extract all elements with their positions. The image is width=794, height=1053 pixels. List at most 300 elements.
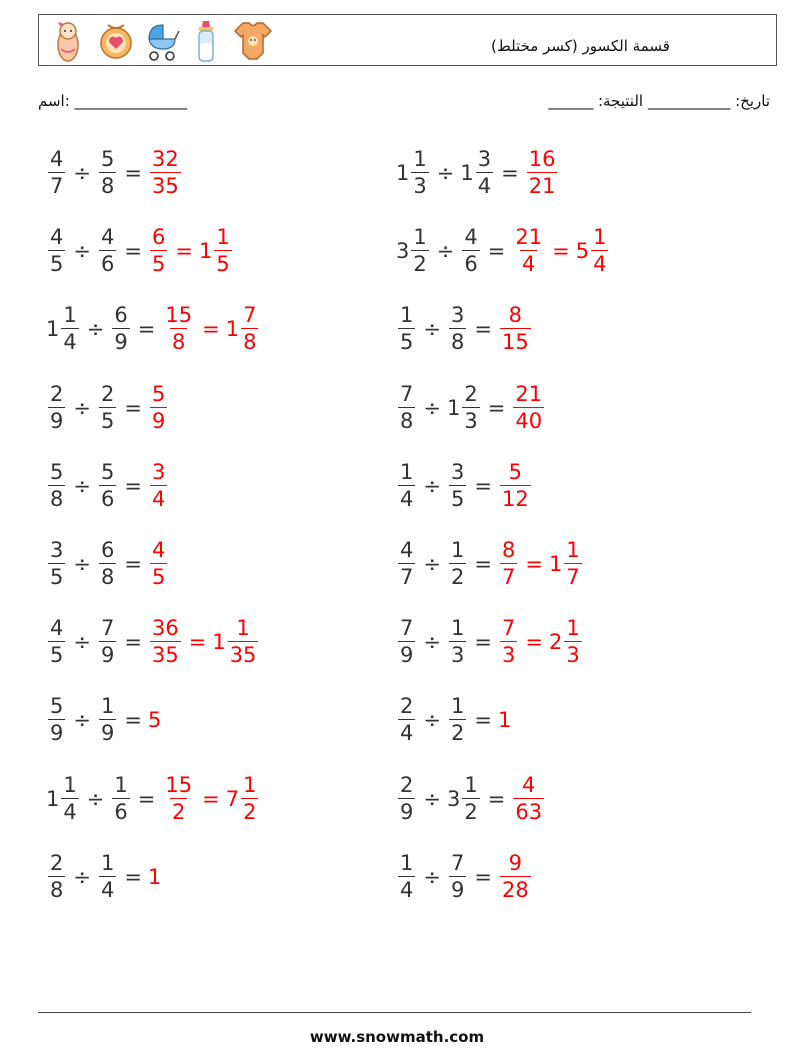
dividend (46, 462, 67, 510)
divisor (447, 775, 482, 823)
divisor-fraction-numerator: 1 (464, 773, 478, 797)
divisor (97, 696, 118, 744)
dividend-fraction-denominator: 7 (400, 565, 414, 589)
dividend-fraction-denominator: 2 (413, 252, 427, 276)
divisor-fraction-denominator: 2 (464, 800, 478, 824)
divisor-fraction-denominator: 6 (100, 252, 115, 276)
divide-sign: ÷ (423, 317, 441, 341)
dividend (396, 384, 417, 432)
dividend (46, 227, 67, 275)
answer-fraction-denominator: 5 (151, 565, 166, 589)
dividend (46, 384, 67, 432)
dividend-fraction (398, 305, 415, 353)
dividend-fraction-numerator: 1 (63, 773, 77, 797)
divide-sign: ÷ (86, 317, 105, 341)
divide-sign: ÷ (73, 396, 91, 420)
divide-sign: ÷ (86, 787, 105, 811)
answer-fraction (150, 540, 167, 588)
dividend-fraction-numerator: 4 (50, 225, 64, 249)
answer-mixed-number (212, 618, 260, 666)
answer-fraction-denominator: 9 (151, 409, 166, 433)
divisor-fraction (99, 696, 116, 744)
problem-item (396, 612, 584, 672)
divisor-fraction-numerator: 2 (464, 382, 478, 406)
answer-fraction (527, 149, 558, 197)
answer-fraction-numerator: 15 (165, 773, 193, 797)
answer-fraction-numerator: 9 (508, 851, 523, 875)
answer-mixed-fraction-denominator: 5 (216, 252, 230, 276)
dividend-fraction (411, 149, 428, 197)
answer-mixed-fraction-denominator: 8 (243, 330, 257, 354)
dividend-fraction-denominator: 4 (400, 721, 414, 745)
dividend-fraction (48, 853, 65, 901)
divide-sign: ÷ (73, 630, 91, 654)
dividend-fraction (411, 227, 428, 275)
answer-mixed-whole: 1 (548, 552, 563, 576)
dividend-fraction (48, 618, 65, 666)
divisor (97, 853, 118, 901)
answer-mixed-whole: 5 (575, 239, 590, 263)
answer-fraction-denominator: 63 (515, 800, 543, 824)
answer-mixed-fraction-numerator: 1 (566, 538, 580, 562)
dividend-fraction-denominator: 5 (400, 330, 414, 354)
answer-fraction (513, 384, 544, 432)
divisor (447, 384, 482, 432)
divisor (110, 305, 131, 353)
dividend-fraction (398, 853, 415, 901)
answer-fraction-numerator: 15 (165, 303, 193, 327)
footer-divider (38, 1012, 751, 1013)
divide-sign: ÷ (423, 708, 441, 732)
answer-equals-sign: = (175, 239, 193, 263)
problem-item (396, 299, 533, 359)
dividend-fraction-denominator: 9 (50, 721, 64, 745)
answer-fraction (150, 227, 167, 275)
dividend (396, 696, 417, 744)
dividend-fraction-numerator: 4 (50, 616, 64, 640)
answer-mixed-number (226, 305, 261, 353)
equals-sign: = (124, 161, 142, 185)
problem-item (46, 378, 169, 438)
dividend-fraction-numerator: 3 (50, 538, 64, 562)
answer-mixed-fraction (228, 618, 259, 666)
divide-sign: ÷ (73, 708, 91, 732)
dividend-fraction-numerator: 1 (400, 851, 414, 875)
answer-whole: 5 (147, 708, 162, 732)
answer-fraction-denominator: 40 (515, 409, 543, 433)
divisor-fraction-denominator: 9 (114, 330, 128, 354)
problem-item (396, 690, 511, 750)
dividend (46, 149, 67, 197)
problem-item (396, 456, 533, 516)
answer-fraction (150, 149, 181, 197)
footer-url: www.snowmath.com (309, 1028, 485, 1046)
dividend-fraction-denominator: 3 (413, 174, 427, 198)
problem-item (46, 143, 183, 203)
dividend (396, 305, 417, 353)
answer-fraction-numerator: 32 (151, 147, 179, 171)
equals-sign: = (137, 317, 156, 341)
divisor-fraction (449, 540, 466, 588)
answer-mixed-fraction-numerator: 1 (243, 773, 257, 797)
baby-icon (55, 19, 81, 63)
problem-item (396, 534, 584, 594)
divisor (447, 540, 468, 588)
dividend-fraction-denominator: 9 (400, 800, 414, 824)
answer-mixed-whole: 1 (225, 317, 240, 341)
dividend-fraction-denominator: 4 (400, 878, 414, 902)
divisor-fraction (99, 462, 116, 510)
divisor (97, 227, 118, 275)
answer-mixed-fraction-numerator: 1 (216, 225, 230, 249)
dividend-fraction-numerator: 2 (400, 694, 414, 718)
dividend-fraction-denominator: 8 (50, 487, 64, 511)
answer-fraction (513, 775, 544, 823)
answer-fraction-numerator: 7 (501, 616, 516, 640)
divisor-fraction-denominator: 2 (450, 565, 465, 589)
divide-sign: ÷ (423, 787, 441, 811)
problem-item (46, 456, 169, 516)
answer-mixed-number (549, 540, 584, 588)
answer-fraction-denominator: 2 (172, 800, 186, 824)
answer-fraction-numerator: 4 (522, 773, 536, 797)
divisor-fraction (99, 540, 116, 588)
divisor-whole: 3 (446, 787, 461, 811)
divisor-fraction-numerator: 5 (100, 147, 115, 171)
dividend-fraction-numerator: 4 (400, 538, 414, 562)
divisor-fraction-denominator: 2 (450, 721, 465, 745)
divisor-fraction (99, 853, 116, 901)
answer-fraction-denominator: 4 (522, 252, 536, 276)
divisor-fraction (462, 227, 479, 275)
dividend-fraction-denominator: 9 (400, 643, 414, 667)
answer-equals-sign: = (202, 317, 220, 341)
divisor-fraction (99, 384, 116, 432)
divisor-fraction (112, 775, 129, 823)
divisor-fraction-denominator: 8 (100, 565, 115, 589)
answer-fraction-numerator: 5 (151, 382, 166, 406)
problem-item (46, 690, 161, 750)
dividend (396, 618, 417, 666)
dividend-fraction (48, 696, 65, 744)
answer-fraction-numerator: 5 (508, 460, 523, 484)
divisor (447, 305, 468, 353)
answer-mixed-fraction-denominator: 3 (566, 643, 580, 667)
dividend (46, 775, 81, 823)
divisor-fraction-denominator: 5 (450, 487, 465, 511)
divisor-fraction-denominator: 5 (100, 409, 115, 433)
problem-item (46, 612, 260, 672)
dividend-whole: 1 (46, 787, 60, 811)
divisor-fraction-denominator: 6 (100, 487, 115, 511)
answer-fraction-denominator: 3 (501, 643, 516, 667)
answer-fraction-denominator: 35 (151, 643, 179, 667)
answer-equals-sign: = (552, 239, 570, 263)
dividend-fraction (48, 462, 65, 510)
answer-mixed-number (199, 227, 234, 275)
dividend-fraction-denominator: 4 (63, 800, 77, 824)
divide-sign: ÷ (73, 865, 91, 889)
answer-fraction (150, 462, 167, 510)
dividend-fraction-numerator: 1 (400, 303, 414, 327)
dividend (46, 618, 67, 666)
answer-fraction-numerator: 16 (528, 147, 556, 171)
divide-sign: ÷ (436, 161, 455, 185)
answer-equals-sign: = (188, 630, 207, 654)
dividend (46, 696, 67, 744)
dividend-fraction-numerator: 4 (50, 147, 64, 171)
divisor-fraction-numerator: 5 (100, 460, 115, 484)
answer-mixed-fraction-denominator: 7 (566, 565, 580, 589)
divisor-fraction-numerator: 1 (100, 851, 115, 875)
answer-mixed-number (226, 775, 261, 823)
divisor-fraction-numerator: 1 (450, 616, 465, 640)
divisor-fraction-denominator: 4 (477, 174, 492, 198)
answer-fraction-numerator: 6 (151, 225, 166, 249)
problem-item (396, 847, 533, 907)
divisor-fraction (99, 149, 116, 197)
divisor-fraction-denominator: 3 (450, 643, 465, 667)
divisor (447, 462, 468, 510)
answer-equals-sign: = (525, 552, 543, 576)
divisor-fraction (449, 618, 466, 666)
dividend (46, 540, 67, 588)
divisor-fraction-numerator: 3 (450, 460, 465, 484)
divisor-fraction-denominator: 9 (100, 721, 115, 745)
stroller-icon (145, 19, 181, 63)
answer-fraction-denominator: 21 (528, 174, 556, 198)
problem-item (46, 221, 234, 281)
equals-sign: = (487, 239, 506, 263)
answer-fraction (150, 618, 181, 666)
answer-mixed-whole: 2 (548, 630, 563, 654)
dividend-fraction-denominator: 8 (50, 878, 64, 902)
answer-mixed-whole: 1 (198, 239, 213, 263)
equals-sign: = (124, 708, 142, 732)
answer-equals-sign: = (202, 787, 220, 811)
answer-mixed-fraction-denominator: 4 (593, 252, 607, 276)
dividend-fraction-denominator: 7 (50, 174, 64, 198)
divisor (97, 462, 118, 510)
dividend-fraction (398, 384, 415, 432)
answer-mixed-fraction-denominator: 35 (229, 643, 257, 667)
answer-fraction-denominator: 15 (501, 330, 529, 354)
answer-mixed-fraction-numerator: 1 (593, 225, 607, 249)
answer-mixed-whole: 7 (225, 787, 240, 811)
dividend-fraction-denominator: 5 (50, 565, 64, 589)
dividend-fraction-numerator: 2 (400, 773, 414, 797)
divisor-fraction (449, 853, 466, 901)
dividend-fraction-numerator: 5 (50, 460, 64, 484)
equals-sign: = (501, 161, 519, 185)
answer-fraction (500, 305, 531, 353)
problem-item (396, 378, 546, 438)
divide-sign: ÷ (73, 552, 91, 576)
divisor-fraction-denominator: 4 (100, 878, 115, 902)
divide-sign: ÷ (436, 239, 455, 263)
equals-sign: = (474, 708, 492, 732)
divisor-fraction-denominator: 9 (100, 643, 115, 667)
divisor (447, 696, 468, 744)
dividend-fraction (398, 618, 415, 666)
equals-sign: = (124, 396, 142, 420)
answer-mixed-fraction-numerator: 1 (566, 616, 580, 640)
dividend (396, 540, 417, 588)
divisor-fraction-numerator: 4 (100, 225, 115, 249)
equals-sign: = (474, 474, 492, 498)
divisor-fraction-numerator: 6 (114, 303, 128, 327)
divisor-fraction-numerator: 6 (100, 538, 115, 562)
dividend-fraction-denominator: 8 (400, 409, 414, 433)
answer-fraction-numerator: 3 (151, 460, 166, 484)
dividend-fraction-numerator: 7 (400, 382, 414, 406)
divisor-fraction-denominator: 6 (114, 800, 128, 824)
equals-sign: = (474, 865, 492, 889)
answer-mixed-fraction (564, 540, 581, 588)
dividend (46, 853, 67, 901)
divide-sign: ÷ (73, 161, 91, 185)
answer-fraction (150, 384, 167, 432)
answer-fraction-denominator: 7 (501, 565, 516, 589)
dividend-whole: 1 (396, 161, 410, 185)
divisor-fraction-numerator: 4 (464, 225, 478, 249)
divisor (97, 540, 118, 588)
divisor-fraction (99, 618, 116, 666)
dividend-fraction-numerator: 1 (413, 225, 427, 249)
divisor-fraction-denominator: 3 (464, 409, 478, 433)
onesie-icon (233, 19, 273, 63)
divisor-fraction-numerator: 1 (100, 694, 115, 718)
dividend-fraction-denominator: 4 (400, 487, 414, 511)
divisor-fraction-numerator: 7 (100, 616, 115, 640)
divisor-fraction (112, 305, 129, 353)
divisor (97, 618, 118, 666)
bib-icon (99, 19, 133, 63)
dividend-fraction-denominator: 5 (50, 643, 64, 667)
dividend-fraction-numerator: 7 (400, 616, 414, 640)
divisor (460, 227, 481, 275)
dividend-fraction-denominator: 5 (50, 252, 64, 276)
answer-fraction-numerator: 36 (151, 616, 179, 640)
equals-sign: = (487, 396, 506, 420)
divide-sign: ÷ (423, 396, 441, 420)
answer-mixed-fraction (214, 227, 231, 275)
dividend-fraction-numerator: 1 (400, 460, 414, 484)
dividend (396, 853, 417, 901)
divisor-fraction (449, 305, 466, 353)
divisor-fraction-numerator: 1 (114, 773, 128, 797)
dividend-whole: 3 (396, 239, 410, 263)
divide-sign: ÷ (423, 630, 441, 654)
dividend-fraction (398, 696, 415, 744)
dividend-fraction (398, 462, 415, 510)
equals-sign: = (474, 317, 492, 341)
dividend-fraction-numerator: 2 (50, 851, 64, 875)
worksheet-title: قسمة الكسور (كسر مختلط) (491, 37, 670, 55)
answer-fraction-denominator: 5 (151, 252, 166, 276)
answer-fraction (500, 462, 531, 510)
equals-sign: = (124, 630, 142, 654)
dividend-fraction-numerator: 1 (413, 147, 427, 171)
equals-sign: = (124, 865, 142, 889)
dividend-fraction (48, 540, 65, 588)
answer-fraction (163, 305, 194, 353)
answer-mixed-fraction (564, 618, 581, 666)
answer-mixed-number (576, 227, 611, 275)
divisor (447, 618, 468, 666)
answer-equals-sign: = (525, 630, 543, 654)
divisor-fraction (449, 696, 466, 744)
dividend-fraction (48, 149, 65, 197)
dividend (396, 149, 431, 197)
divisor (460, 149, 495, 197)
problem-item (396, 143, 559, 203)
problem-item (46, 847, 161, 907)
dividend-whole: 1 (46, 317, 60, 341)
answer-fraction (500, 540, 517, 588)
divisor-whole: 1 (446, 396, 461, 420)
answer-mixed-fraction-numerator: 1 (236, 616, 250, 640)
problem-item (46, 769, 260, 829)
divisor-fraction-numerator: 3 (450, 303, 465, 327)
answer-fraction-numerator: 21 (515, 225, 543, 249)
dividend-fraction (61, 775, 78, 823)
answer-mixed-number (549, 618, 584, 666)
worksheet-header (38, 14, 777, 66)
divide-sign: ÷ (73, 239, 91, 263)
divide-sign: ÷ (73, 474, 91, 498)
answer-fraction-numerator: 8 (508, 303, 523, 327)
divisor-fraction-denominator: 8 (450, 330, 465, 354)
dividend-fraction (398, 540, 415, 588)
answer-mixed-fraction-numerator: 7 (243, 303, 257, 327)
divisor-fraction-denominator: 6 (464, 252, 478, 276)
answer-fraction (500, 853, 531, 901)
divisor-fraction (462, 384, 479, 432)
answer-fraction-numerator: 8 (501, 538, 516, 562)
problem-item (396, 769, 546, 829)
dividend-fraction-numerator: 2 (50, 382, 64, 406)
dividend-fraction (398, 775, 415, 823)
name-field: اسم: _______________ (38, 92, 188, 110)
divisor-fraction-numerator: 2 (100, 382, 115, 406)
divisor-fraction-numerator: 1 (450, 538, 465, 562)
answer-fraction-denominator: 8 (172, 330, 186, 354)
divisor (447, 853, 468, 901)
answer-fraction-numerator: 21 (515, 382, 543, 406)
divisor-fraction-denominator: 8 (100, 174, 115, 198)
divisor-whole: 1 (460, 161, 474, 185)
answer-fraction (513, 227, 544, 275)
dividend-fraction-numerator: 1 (63, 303, 77, 327)
bottle-icon (195, 19, 217, 63)
dividend-fraction-denominator: 9 (50, 409, 64, 433)
divisor-fraction-numerator: 7 (450, 851, 465, 875)
answer-fraction-denominator: 28 (501, 878, 529, 902)
divisor-fraction (99, 227, 116, 275)
divisor (97, 149, 118, 197)
equals-sign: = (474, 552, 492, 576)
problem-item (396, 221, 610, 281)
answer-fraction-denominator: 35 (151, 174, 179, 198)
answer-mixed-fraction (591, 227, 608, 275)
dividend (396, 462, 417, 510)
divide-sign: ÷ (423, 865, 441, 889)
dividend (396, 227, 431, 275)
answer-mixed-fraction (241, 775, 258, 823)
divisor-fraction (462, 775, 479, 823)
equals-sign: = (487, 787, 506, 811)
